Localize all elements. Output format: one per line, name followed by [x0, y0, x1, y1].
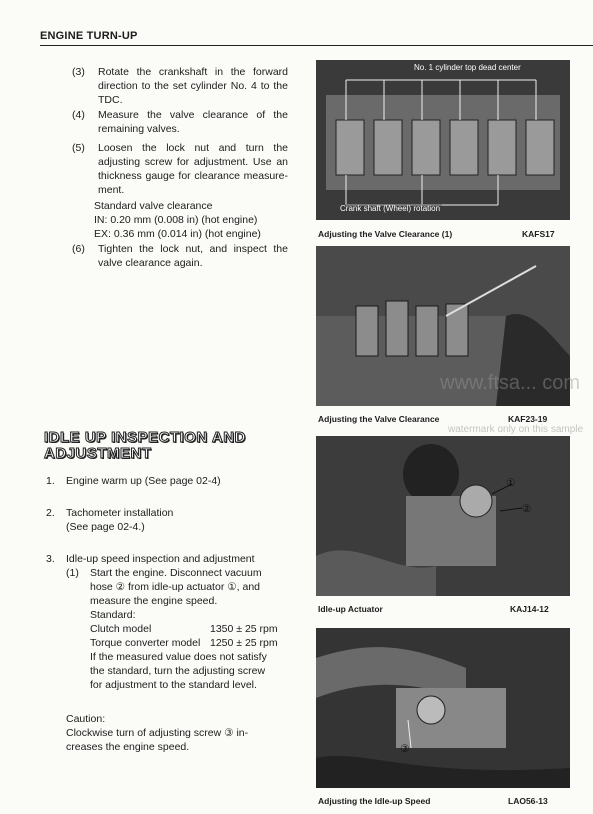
figure-1-label-top: No. 1 cylinder top dead center [414, 63, 521, 72]
figure-4-caption: Adjusting the Idle-up Speed [318, 796, 431, 806]
idle-item-3 [46, 552, 255, 566]
caution-line2: creases the engine speed. [66, 741, 190, 753]
clutch-value: 1350 ± 25 rpm [210, 623, 278, 635]
standard-clearance-in: IN: 0.20 mm (0.008 in) (hot engine) [94, 214, 258, 226]
valve-clearance-photo-1 [316, 60, 570, 220]
header-rule [40, 45, 593, 46]
step-text: Rotate the crankshaft in the forward direction to the set cylinder No. 4 to the TDC. [98, 66, 288, 106]
sub-line: for adjustment to the standard level. [90, 679, 257, 691]
standard-clearance [94, 199, 294, 241]
watermark-text: www.ftsa... com [440, 372, 581, 394]
item-text-cont: (See page 02-4.) [66, 521, 145, 533]
sub-line: If the measured value does not satisfy [90, 651, 267, 663]
caution-line1: Clockwise turn of adjusting screw ③ in- [66, 727, 249, 739]
step-4 [72, 108, 288, 136]
figure-1-caption: Adjusting the Valve Clearance (1) [318, 229, 453, 239]
step-3 [72, 65, 288, 107]
figure-4-code: LAO56-13 [508, 796, 548, 806]
section-title-line2: ADJUSTMENT [44, 445, 152, 462]
figure-3-caption: Idle-up Actuator [318, 604, 383, 614]
step-number: (6) [72, 243, 85, 255]
sub-line: hose ② from idle-up actuator ①, and [90, 581, 260, 593]
figure-2-code: KAF23-19 [508, 414, 548, 424]
idle-up-actuator-photo [316, 436, 570, 596]
step-number: (4) [72, 109, 85, 121]
figure-3-code: KAJ14-12 [510, 604, 549, 614]
standard-clearance-ex: EX: 0.36 mm (0.014 in) (hot engine) [94, 228, 261, 240]
idle-sub-step [66, 566, 296, 692]
sub-line: measure the engine speed. [90, 595, 218, 607]
figure-2-caption: Adjusting the Valve Clearance [318, 414, 440, 424]
clutch-label: Clutch model [90, 623, 152, 635]
step-number: (5) [72, 142, 85, 154]
sub-number: (1) [66, 567, 79, 579]
idle-up-speed-photo [316, 628, 570, 788]
standard-clearance-heading: Standard valve clearance [94, 200, 213, 212]
idle-item-2 [46, 506, 174, 533]
sub-line: the standard, turn the adjusting screw [90, 665, 266, 677]
step-number: (3) [72, 66, 85, 78]
caution-block [66, 712, 296, 754]
caution-label: Caution: [66, 713, 106, 725]
marker-2: ② [522, 503, 532, 515]
section-title-line1: IDLE UP INSPECTION AND [44, 429, 246, 446]
standard-label: Standard: [90, 609, 136, 621]
marker-3: ③ [400, 743, 410, 755]
torque-value: 1250 ± 25 rpm [210, 637, 278, 649]
page-header-title: ENGINE TURN-UP [40, 30, 138, 42]
item-text: Idle-up speed inspection and adjustment [66, 553, 255, 565]
step-text: Tighten the lock nut, and inspect the valve clearance again. [98, 243, 288, 269]
item-number: 1. [46, 475, 55, 487]
watermark-subtext: watermark only on this sample [448, 424, 584, 435]
item-text: Engine warm up (See page 02-4) [66, 475, 221, 487]
marker-1: ① [506, 477, 516, 489]
step-text: Loosen the lock nut and turn the adjusting screw for adjustment. Use an thickness gauge for clearance measure-ment. [98, 142, 288, 196]
item-text: Tachometer installation [66, 507, 174, 519]
sub-line: Start the engine. Disconnect vacuum [90, 567, 262, 579]
step-5 [72, 141, 288, 197]
item-number: 3. [46, 553, 55, 565]
idle-item-1 [46, 474, 221, 488]
step-text: Measure the valve clearance of the remaining valves. [98, 109, 288, 135]
section-title [44, 430, 246, 462]
torque-label: Torque converter model [90, 637, 201, 649]
figure-1-code: KAFS17 [522, 229, 555, 239]
figure-1-label-bottom: Crank shaft (Wheel) rotation [340, 204, 441, 213]
item-number: 2. [46, 507, 55, 519]
step-6 [72, 242, 288, 270]
